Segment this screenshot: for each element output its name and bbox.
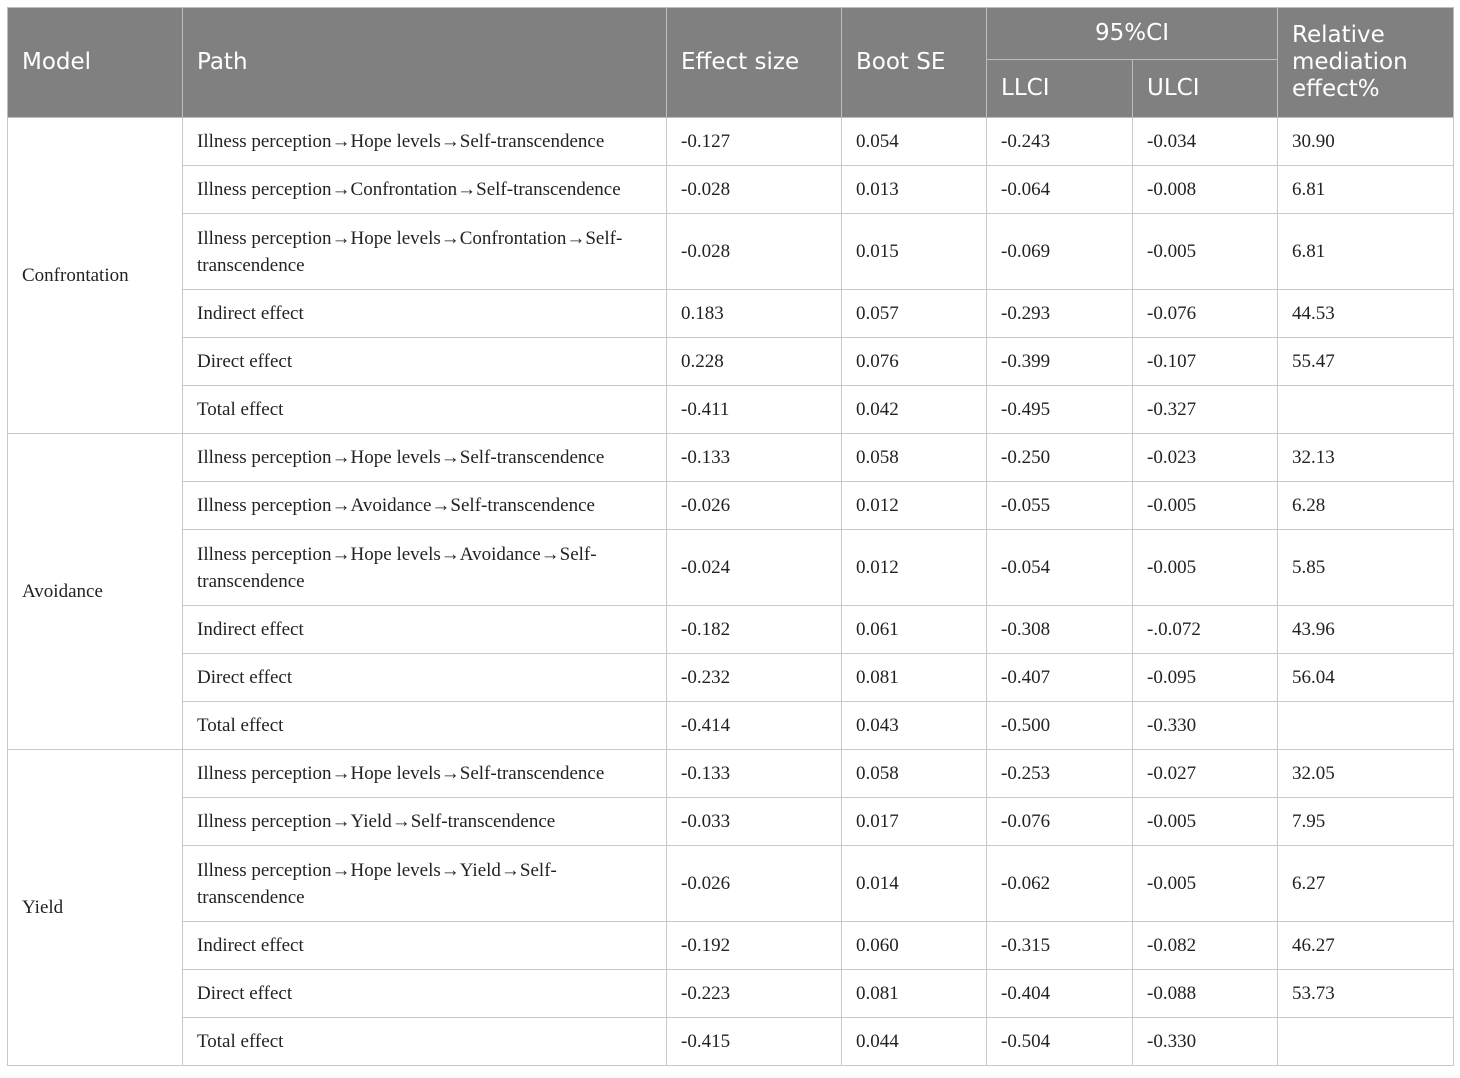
effect-cell: -0.182 <box>667 606 842 654</box>
path-cell: Illness perception→Hope levels→Yield→Self-transcendence <box>183 846 667 922</box>
table-row <box>8 434 1454 482</box>
llci-cell: -0.076 <box>987 798 1133 846</box>
ulci-cell: -0.330 <box>1133 1018 1278 1066</box>
table-row <box>8 118 1454 166</box>
path-cell: Indirect effect <box>183 290 667 338</box>
llci-cell: -0.253 <box>987 750 1133 798</box>
header-ulci: ULCI <box>1133 60 1278 118</box>
model-cell: Avoidance <box>8 434 183 750</box>
ulci-cell: -0.005 <box>1133 846 1278 922</box>
llci-cell: -0.495 <box>987 386 1133 434</box>
effect-cell: -0.026 <box>667 846 842 922</box>
relative-cell <box>1278 386 1454 434</box>
ulci-cell: -0.327 <box>1133 386 1278 434</box>
se-cell: 0.061 <box>842 606 987 654</box>
table-row <box>8 338 1454 386</box>
path-cell: Illness perception→Hope levels→Confrontation→Self-transcendence <box>183 214 667 290</box>
effect-cell: 0.183 <box>667 290 842 338</box>
model-cell: Yield <box>8 750 183 1066</box>
relative-cell: 6.28 <box>1278 482 1454 530</box>
se-cell: 0.014 <box>842 846 987 922</box>
header-relative-mediation-effect: Relative mediation effect% <box>1278 8 1454 118</box>
llci-cell: -0.315 <box>987 922 1133 970</box>
llci-cell: -0.250 <box>987 434 1133 482</box>
effect-cell: -0.026 <box>667 482 842 530</box>
path-cell: Illness perception→Hope levels→Avoidance→Self-transcendence <box>183 530 667 606</box>
se-cell: 0.058 <box>842 750 987 798</box>
relative-cell: 32.13 <box>1278 434 1454 482</box>
path-cell: Illness perception→Avoidance→Self-transcendence <box>183 482 667 530</box>
ulci-cell: -.0.072 <box>1133 606 1278 654</box>
path-cell: Illness perception→Hope levels→Self-transcendence <box>183 434 667 482</box>
llci-cell: -0.055 <box>987 482 1133 530</box>
effect-cell: -0.223 <box>667 970 842 1018</box>
ulci-cell: -0.330 <box>1133 702 1278 750</box>
path-cell: Direct effect <box>183 338 667 386</box>
se-cell: 0.081 <box>842 970 987 1018</box>
path-cell: Illness perception→Hope levels→Self-transcendence <box>183 750 667 798</box>
effect-cell: -0.127 <box>667 118 842 166</box>
se-cell: 0.081 <box>842 654 987 702</box>
ulci-cell: -0.023 <box>1133 434 1278 482</box>
ulci-cell: -0.088 <box>1133 970 1278 1018</box>
header-model: Model <box>8 8 183 118</box>
effect-cell: -0.033 <box>667 798 842 846</box>
ulci-cell: -0.005 <box>1133 530 1278 606</box>
table-row <box>8 750 1454 798</box>
llci-cell: -0.069 <box>987 214 1133 290</box>
relative-cell: 6.81 <box>1278 214 1454 290</box>
relative-cell: 32.05 <box>1278 750 1454 798</box>
path-cell: Illness perception→Hope levels→Self-transcendence <box>183 118 667 166</box>
ulci-cell: -0.034 <box>1133 118 1278 166</box>
path-cell: Illness perception→Confrontation→Self-transcendence <box>183 166 667 214</box>
relative-cell: 55.47 <box>1278 338 1454 386</box>
llci-cell: -0.404 <box>987 970 1133 1018</box>
header-95ci: 95%CI <box>987 8 1278 60</box>
se-cell: 0.013 <box>842 166 987 214</box>
table-row <box>8 606 1454 654</box>
table-body <box>8 118 1454 1066</box>
relative-cell: 6.27 <box>1278 846 1454 922</box>
effect-cell: -0.028 <box>667 214 842 290</box>
se-cell: 0.060 <box>842 922 987 970</box>
table-row <box>8 654 1454 702</box>
relative-cell <box>1278 702 1454 750</box>
table-row <box>8 530 1454 606</box>
effect-cell: -0.415 <box>667 1018 842 1066</box>
se-cell: 0.012 <box>842 482 987 530</box>
path-cell: Direct effect <box>183 970 667 1018</box>
se-cell: 0.015 <box>842 214 987 290</box>
header-llci: LLCI <box>987 60 1133 118</box>
table-row <box>8 482 1454 530</box>
llci-cell: -0.407 <box>987 654 1133 702</box>
se-cell: 0.017 <box>842 798 987 846</box>
ulci-cell: -0.082 <box>1133 922 1278 970</box>
table-row <box>8 166 1454 214</box>
effect-cell: -0.192 <box>667 922 842 970</box>
effect-cell: 0.228 <box>667 338 842 386</box>
llci-cell: -0.504 <box>987 1018 1133 1066</box>
se-cell: 0.054 <box>842 118 987 166</box>
model-cell: Confrontation <box>8 118 183 434</box>
table-row <box>8 970 1454 1018</box>
ulci-cell: -0.005 <box>1133 214 1278 290</box>
path-cell: Total effect <box>183 702 667 750</box>
llci-cell: -0.064 <box>987 166 1133 214</box>
llci-cell: -0.308 <box>987 606 1133 654</box>
relative-cell: 44.53 <box>1278 290 1454 338</box>
llci-cell: -0.399 <box>987 338 1133 386</box>
relative-cell: 46.27 <box>1278 922 1454 970</box>
mediation-effects-table <box>7 7 1454 1066</box>
ulci-cell: -0.005 <box>1133 482 1278 530</box>
effect-cell: -0.133 <box>667 750 842 798</box>
path-cell: Total effect <box>183 386 667 434</box>
table-row <box>8 386 1454 434</box>
relative-cell: 7.95 <box>1278 798 1454 846</box>
ulci-cell: -0.076 <box>1133 290 1278 338</box>
table-header <box>8 8 1454 118</box>
ulci-cell: -0.107 <box>1133 338 1278 386</box>
ulci-cell: -0.005 <box>1133 798 1278 846</box>
ulci-cell: -0.008 <box>1133 166 1278 214</box>
relative-cell: 43.96 <box>1278 606 1454 654</box>
path-cell: Direct effect <box>183 654 667 702</box>
se-cell: 0.012 <box>842 530 987 606</box>
effect-cell: -0.028 <box>667 166 842 214</box>
llci-cell: -0.062 <box>987 846 1133 922</box>
effect-cell: -0.024 <box>667 530 842 606</box>
ulci-cell: -0.095 <box>1133 654 1278 702</box>
relative-cell: 30.90 <box>1278 118 1454 166</box>
ulci-cell: -0.027 <box>1133 750 1278 798</box>
llci-cell: -0.054 <box>987 530 1133 606</box>
header-effect-size: Effect size <box>667 8 842 118</box>
path-cell: Illness perception→Yield→Self-transcendence <box>183 798 667 846</box>
table-row <box>8 798 1454 846</box>
effect-cell: -0.414 <box>667 702 842 750</box>
header-path: Path <box>183 8 667 118</box>
table-row <box>8 290 1454 338</box>
effect-cell: -0.411 <box>667 386 842 434</box>
table-row <box>8 214 1454 290</box>
se-cell: 0.076 <box>842 338 987 386</box>
table-row <box>8 702 1454 750</box>
llci-cell: -0.293 <box>987 290 1133 338</box>
relative-cell <box>1278 1018 1454 1066</box>
path-cell: Total effect <box>183 1018 667 1066</box>
relative-cell: 5.85 <box>1278 530 1454 606</box>
table-row <box>8 922 1454 970</box>
se-cell: 0.043 <box>842 702 987 750</box>
se-cell: 0.044 <box>842 1018 987 1066</box>
se-cell: 0.057 <box>842 290 987 338</box>
table-row <box>8 1018 1454 1066</box>
path-cell: Indirect effect <box>183 606 667 654</box>
table-row <box>8 846 1454 922</box>
path-cell: Indirect effect <box>183 922 667 970</box>
effect-cell: -0.232 <box>667 654 842 702</box>
header-boot-se: Boot SE <box>842 8 987 118</box>
se-cell: 0.042 <box>842 386 987 434</box>
relative-cell: 6.81 <box>1278 166 1454 214</box>
llci-cell: -0.500 <box>987 702 1133 750</box>
llci-cell: -0.243 <box>987 118 1133 166</box>
relative-cell: 56.04 <box>1278 654 1454 702</box>
se-cell: 0.058 <box>842 434 987 482</box>
effect-cell: -0.133 <box>667 434 842 482</box>
relative-cell: 53.73 <box>1278 970 1454 1018</box>
